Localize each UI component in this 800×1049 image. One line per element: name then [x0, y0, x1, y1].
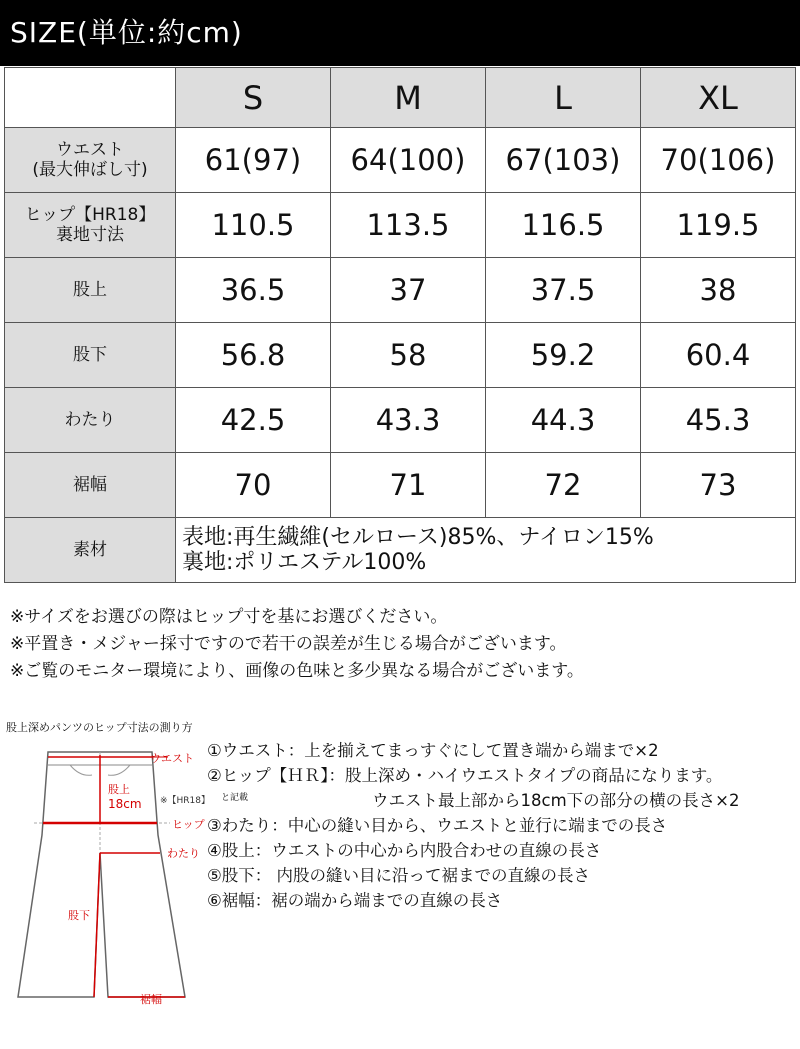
- table-cell: 70(106): [641, 128, 796, 193]
- legend-item: ④股上：ウエストの中心から内股合わせの直線の長さ: [207, 841, 602, 860]
- note-item: ※ご覧のモニター環境により、画像の色味と多少異なる場合がございます。: [10, 661, 584, 681]
- legend-item: ①ウエスト：上を揃えてまっすぐにして置き端から端まで×2: [207, 741, 659, 760]
- legend-item: ウエスト最上部から18cm下の部分の横の長さ×2: [372, 791, 740, 810]
- table-row: [5, 128, 796, 193]
- label-hr-note2-text: と記載: [221, 793, 249, 803]
- material-cell: 表地:再生繊維(セルロース)85%、ナイロン15% 裏地:ポリエステル100%: [176, 518, 796, 583]
- pants-outline-icon: [18, 752, 185, 997]
- size-col-s: S: [176, 68, 331, 128]
- label-waist: ウエスト: [150, 752, 194, 765]
- row-label-rise: 股上: [5, 258, 176, 323]
- table-cell: 43.3: [331, 388, 486, 453]
- table-cell: 58: [331, 323, 486, 388]
- label-thigh: わたり: [167, 847, 200, 860]
- table-cell: 59.2: [486, 323, 641, 388]
- table-row: [5, 258, 796, 323]
- size-col-l: L: [486, 68, 641, 128]
- table-cell: 116.5: [486, 193, 641, 258]
- table-cell: 119.5: [641, 193, 796, 258]
- label-rise: 股上: [108, 783, 130, 796]
- table-row: [5, 193, 796, 258]
- note-item: ※サイズをお選びの際はヒップ寸を基にお選びください。: [10, 607, 448, 627]
- pants-diagram: [0, 735, 211, 1015]
- label-rise-cm: 18cm: [108, 797, 142, 811]
- diagram-title: 股上深めパンツのヒップ寸法の測り方: [6, 721, 193, 734]
- table-cell: 61(97): [176, 128, 331, 193]
- table-cell: 67(103): [486, 128, 641, 193]
- row-label-waist: ウエスト (最大伸ばし寸): [5, 128, 176, 193]
- legend-item: ⑥裾幅：裾の端から端までの直線の長さ: [207, 891, 503, 910]
- table-row: [5, 518, 796, 583]
- table-cell: 37.5: [486, 258, 641, 323]
- label-hip: ヒップ: [172, 818, 205, 831]
- table-cell: 37: [331, 258, 486, 323]
- measurement-legend: [207, 738, 739, 913]
- size-title: SIZE(単位:約cm): [10, 16, 243, 49]
- label-inseam: 股下: [68, 909, 90, 922]
- table-cell: 45.3: [641, 388, 796, 453]
- row-label-material: 素材: [5, 518, 176, 583]
- legend-item: ③わたり：中心の縫い目から、ウエストと並行に端までの長さ: [207, 816, 668, 835]
- size-table: [4, 67, 796, 583]
- table-cell: 110.5: [176, 193, 331, 258]
- table-cell: 72: [486, 453, 641, 518]
- table-cell: 42.5: [176, 388, 331, 453]
- note-item: ※平置き・メジャー採寸ですので若干の誤差が生じる場合がございます。: [10, 634, 567, 654]
- row-label-inseam: 股下: [5, 323, 176, 388]
- size-col-xl: XL: [641, 68, 796, 128]
- table-corner: [5, 68, 176, 128]
- table-row: [5, 453, 796, 518]
- table-row: [5, 323, 796, 388]
- table-cell: 73: [641, 453, 796, 518]
- size-col-m: M: [331, 68, 486, 128]
- label-hr-note: ※【HR18】: [160, 796, 211, 806]
- row-label-thigh: わたり: [5, 388, 176, 453]
- table-cell: 70: [176, 453, 331, 518]
- notes: [10, 604, 584, 685]
- table-cell: 64(100): [331, 128, 486, 193]
- legend-item: ⑤股下： 内股の縫い目に沿って裾までの直線の長さ: [207, 866, 591, 885]
- legend-item: ②ヒップ【ＨＲ】：股上深め・ハイウエストタイプの商品になります。: [207, 766, 723, 785]
- row-label-hip: ヒップ【HR18】 裏地寸法: [5, 193, 176, 258]
- size-header: [0, 0, 800, 66]
- table-cell: 56.8: [176, 323, 331, 388]
- table-cell: 71: [331, 453, 486, 518]
- table-row: [5, 388, 796, 453]
- table-cell: 44.3: [486, 388, 641, 453]
- table-cell: 113.5: [331, 193, 486, 258]
- table-cell: 60.4: [641, 323, 796, 388]
- table-cell: 38: [641, 258, 796, 323]
- table-cell: 36.5: [176, 258, 331, 323]
- label-hem: 裾幅: [140, 993, 162, 1006]
- row-label-hem: 裾幅: [5, 453, 176, 518]
